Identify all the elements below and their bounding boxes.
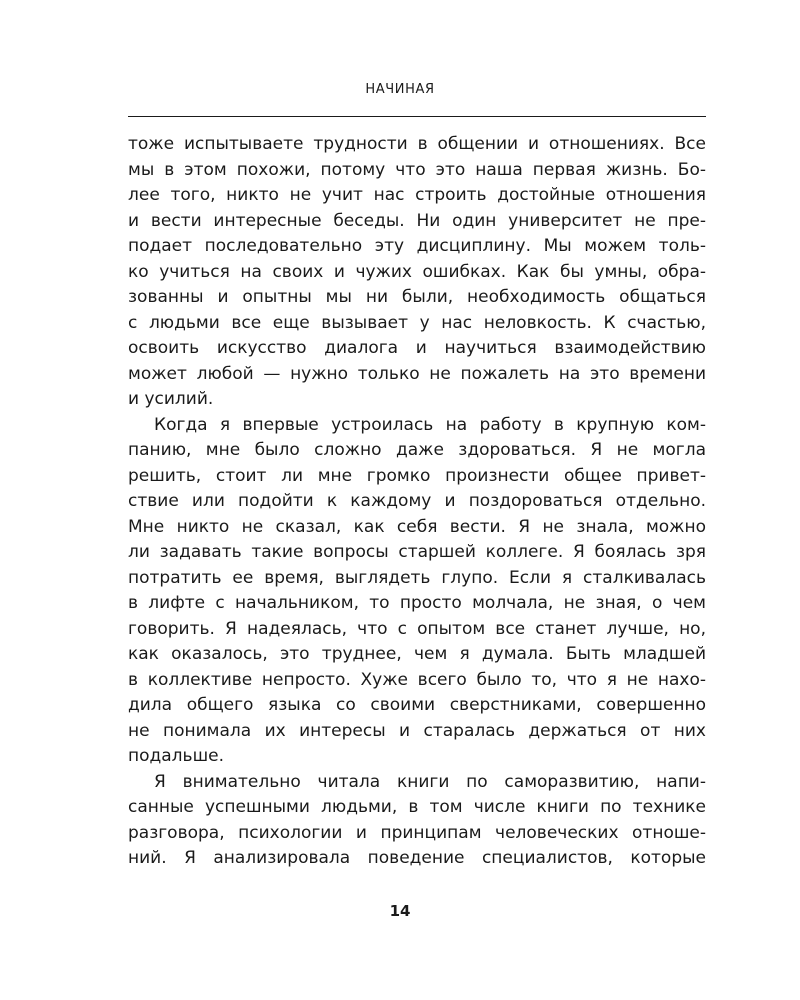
- paragraph-3: [128, 770, 706, 872]
- text-line: освоить искусство диалога и научиться взаимодействию: [128, 338, 706, 358]
- page-number: 14: [389, 902, 411, 920]
- text-line: дила общего языка со своими сверстниками, совершенно: [128, 695, 706, 715]
- text-line: и вести интересные беседы. Ни один университет не пре-: [128, 210, 706, 231]
- running-head: НАЧИНАЯ: [365, 82, 435, 97]
- text-line: и усилий.: [128, 389, 214, 409]
- text-line: говорить. Я надеялась, что с опытом все станет лучше, но,: [128, 618, 706, 639]
- text-line: в лифте с начальником, то просто молчала, не зная, о чем: [128, 593, 706, 613]
- text-line: тоже испытываете трудности в общении и отношениях. Все: [128, 134, 706, 154]
- text-line: подает последовательно эту дисциплину. Мы можем толь-: [128, 236, 706, 256]
- header-rule: [128, 116, 706, 117]
- text-line: Я внимательно читала книги по саморазвитию, напи-: [154, 771, 706, 792]
- text-line: разговора, психологии и принципам человеческих отноше-: [128, 822, 706, 843]
- text-line: решить, стоит ли мне громко произнести общее привет-: [128, 465, 706, 486]
- text-line: панию, мне было сложно даже здороваться. Я не могла: [128, 440, 706, 460]
- text-line: зованны и опытны мы ни были, необходимость общаться: [128, 287, 706, 307]
- text-line: может любой — нужно только не пожалеть на это времени: [128, 363, 706, 384]
- text-line: Мне никто не сказал, как себя вести. Я не знала, можно: [128, 516, 706, 537]
- text-line: в коллективе непросто. Хуже всего было то, что я не нахо-: [128, 669, 706, 690]
- text-line: санные успешными людьми, в том числе книги по технике: [128, 797, 706, 817]
- text-line: с людьми все еще вызывает у нас неловкость. К счастью,: [128, 312, 706, 333]
- text-line: не понимала их интересы и старалась держаться от них: [128, 720, 706, 741]
- text-line: ний. Я анализировала поведение специалистов, которые: [128, 848, 706, 868]
- text-line: лее того, никто не учит нас строить достойные отношения: [128, 185, 706, 205]
- body-text: [128, 132, 706, 872]
- text-line: потратить ее время, выглядеть глупо. Если я сталкивалась: [128, 567, 706, 588]
- text-line: ко учиться на своих и чужих ошибках. Как бы умны, обра-: [128, 261, 706, 282]
- paragraph-1: [128, 132, 706, 413]
- paragraph-2: [128, 413, 706, 770]
- text-line: как оказалось, это труднее, чем я думала. Быть младшей: [128, 644, 706, 664]
- text-line: подальше.: [128, 746, 224, 766]
- text-line: ли задавать такие вопросы старшей коллеге. Я боялась зря: [128, 542, 706, 562]
- text-line: ствие или подойти к каждому и поздороваться отдельно.: [128, 491, 706, 511]
- text-line: Когда я впервые устроилась на работу в крупную ком-: [154, 414, 706, 435]
- text-line: мы в этом похожи, потому что это наша первая жизнь. Бо-: [128, 159, 706, 180]
